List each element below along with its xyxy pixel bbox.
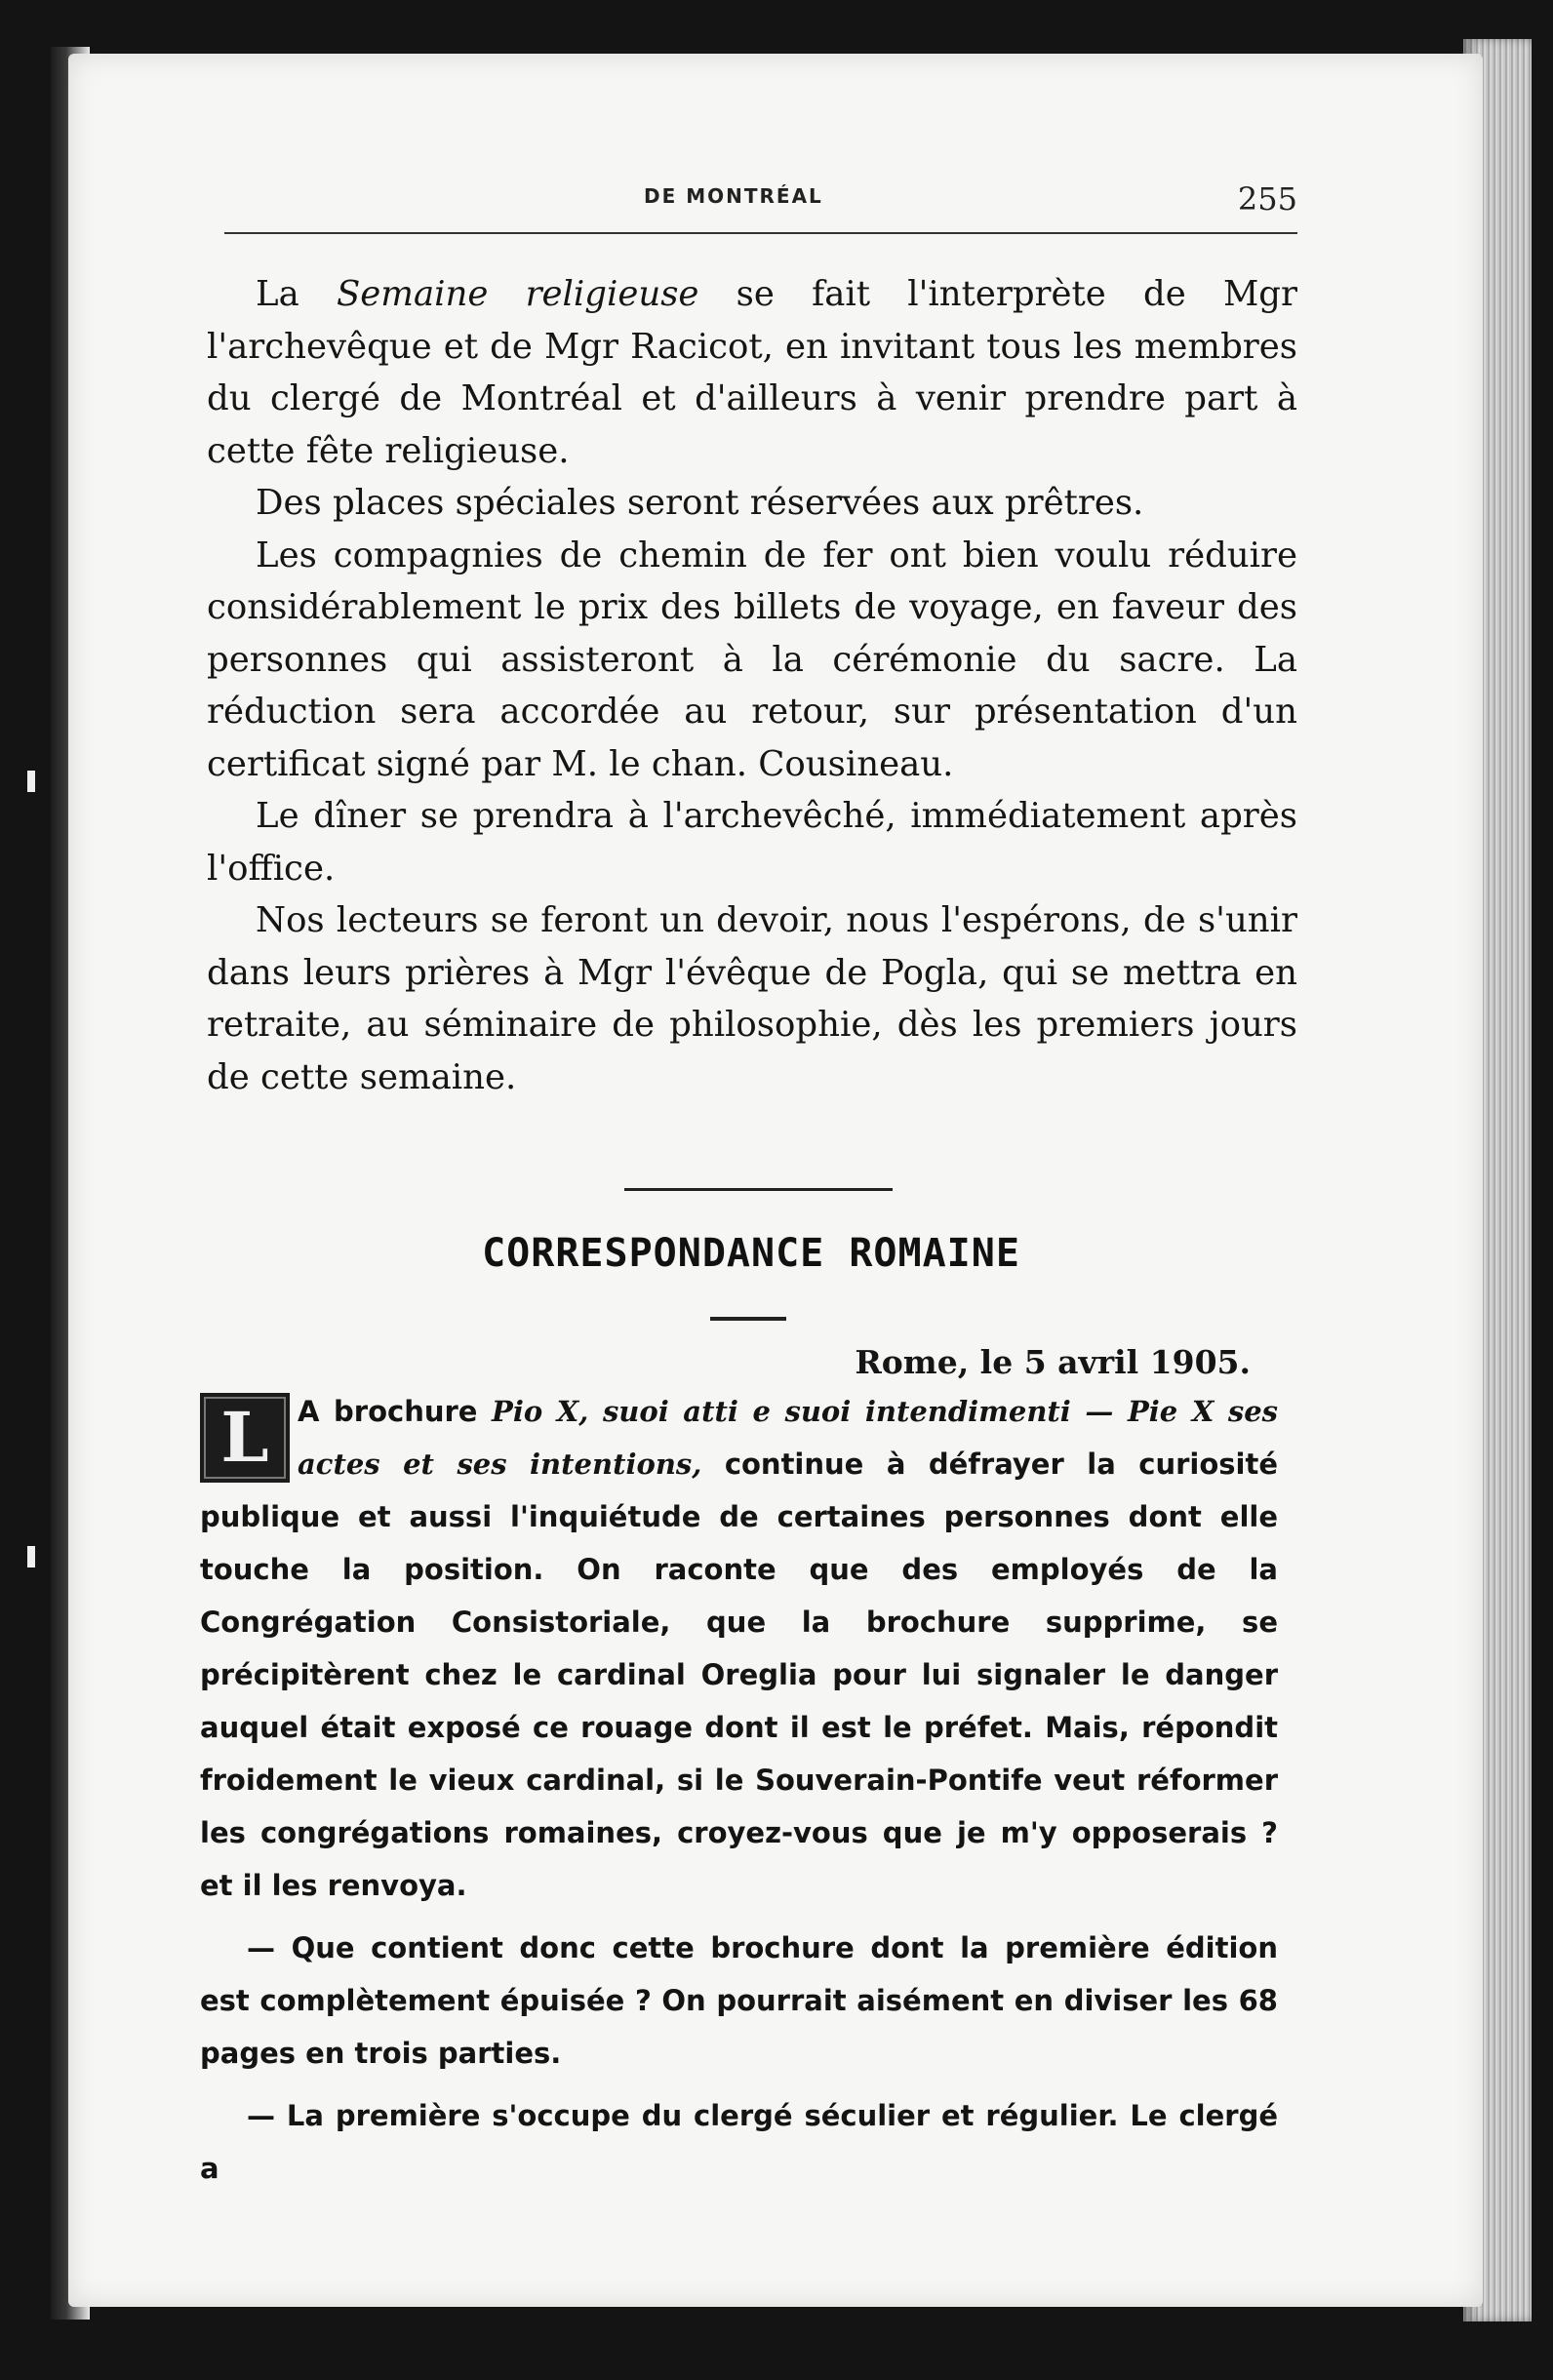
paragraph: L A brochure Pio X, suoi atti e suoi intendimenti — Pie X ses actes et ses intentions, continue à défrayer la curiosité publique et aussi l'inquiétude de certaines personnes dont elle touche la position. On raconte que des employés de la Congrégation Consistoriale, que la brochure supprime, se précipitèrent chez le cardinal Oreglia pour lui signaler le danger auquel était exposé ce rouage dont il est le préfet. Mais, répondit froidement le vieux cardinal, si le Souverain-Pontife veut réformer les congrégations romaines, croyez-vous que je m'y opposerais ? et il les renvoya.: [200, 1395, 1279, 1902]
section-title: CORRESPONDANCE ROMAINE: [482, 1231, 1020, 1276]
paragraph: Le dîner se prendra à l'archevêché, immédiatement après l'office.: [207, 796, 1297, 889]
header-rule: [224, 232, 1297, 234]
drop-cap-initial: L: [200, 1393, 290, 1483]
running-title: DE MONTRÉAL: [644, 184, 823, 208]
dateline: Rome, le 5 avril 1905.: [855, 1343, 1251, 1381]
binding-mark: [27, 771, 35, 792]
paragraph: Des places spéciales seront réservées aux prêtres.: [256, 483, 1144, 523]
italic-title: Semaine religieuse: [336, 274, 699, 314]
paragraph: — Que contient donc cette brochure dont la première édition est complètement épuisée ? On pourrait aisément en diviser les 68 pages en trois parties.: [200, 1931, 1278, 2070]
page-number: 255: [1237, 180, 1297, 218]
section-divider: [624, 1188, 893, 1191]
italic-title: Pio X, suoi atti e suoi intendimenti — Pie X ses actes et ses intentions,: [298, 1395, 1279, 1481]
title-underline: [710, 1317, 786, 1321]
body-text: [207, 268, 1297, 1103]
paragraph: La Semaine religieuse se fait l'interprète de Mgr l'archevêque et de Mgr Racicot, en invitant tous les membres du clergé de Montréal et d'ailleurs à venir prendre part à cette fête religieuse.: [207, 274, 1298, 471]
paragraph: — La première s'occupe du clergé séculier et régulier. Le clergé a: [200, 2099, 1278, 2185]
paragraph: Nos lecteurs se feront un devoir, nous l'espérons, de s'unir dans leurs prières à Mgr l'évêque de Pogla, qui se mettra en retraite, au séminaire de philosophie, dès les premiers jours de cette semaine.: [207, 900, 1297, 1097]
binding-mark: [27, 1546, 35, 1567]
running-head: [224, 180, 1297, 219]
letter-body: [200, 1385, 1278, 2195]
paragraph: Les compagnies de chemin de fer ont bien voulu réduire considérablement le prix des billets de voyage, en faveur des personnes qui assisteront à la cérémonie du sacre. La réduction sera accordée au retour, sur présentation d'un certificat signé par M. le chan. Cousineau.: [207, 535, 1297, 784]
